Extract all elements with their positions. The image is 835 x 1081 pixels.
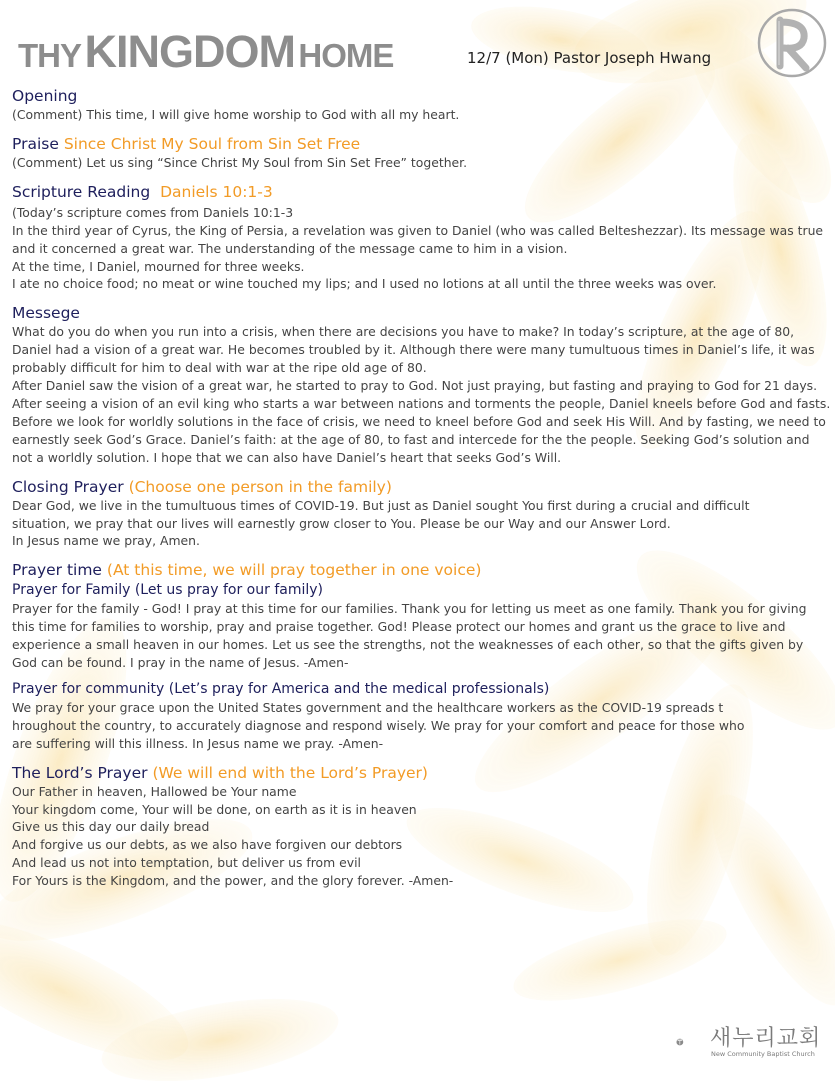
section-closing-prayer	[12, 477, 827, 551]
lords-prayer-line: For Yours is the Kingdom, and the power, and the glory forever. -Amen-	[12, 873, 454, 889]
message-line: Before we look for worldly solutions in the face of crisis, we need to kneel before God and seek His Will. And by fasting, we need to	[12, 413, 826, 429]
title-kingdom: KINGDOM	[84, 26, 295, 77]
prayer-time-heading: Prayer time (At this time, we will pray together in one voice)	[12, 561, 482, 580]
date-pastor: 12/7 (Mon) Pastor Joseph Hwang	[467, 49, 712, 67]
opening-heading: Opening	[12, 87, 78, 105]
prayer-family-heading: Prayer for Family (Let us pray for our family)	[12, 582, 323, 599]
prayer-family-line: experience a small heaven in our homes. Let us see the strengths, not the weaknesses of each other, so that the gifts given by	[12, 637, 804, 653]
closing-line: Dear God, we live in the tumultuous times of COVID-19. But just as Daniel sought You first during a crucial and difficult	[12, 497, 750, 513]
prayer-community-line: hroughout the country, to accurately diagnose and respond wisely. We pray for your comfort and peace for those who	[12, 717, 745, 733]
lords-prayer-line: Give us this day our daily bread	[12, 819, 210, 835]
section-scripture	[12, 182, 827, 294]
message-line: What do you do when you run into a crisis, when there are decisions you have to make? In today’s scripture, at the age of 80,	[12, 324, 795, 340]
prayer-community-line: We pray for your grace upon the United States government and the healthcare workers as the COVID-19 spreads t	[12, 699, 724, 715]
message-line: probably difficult for him to deal with war at the ripe old age of 80.	[12, 360, 427, 376]
closing-heading: Closing Prayer (Choose one person in the family)	[12, 477, 392, 496]
lords-prayer-line: And lead us not into temptation, but deliver us from evil	[12, 855, 361, 871]
title-home: HOME	[298, 37, 394, 74]
lords-prayer-line: And forgive us our debts, as we also have forgiven our debtors	[12, 837, 403, 853]
scripture-heading: Scripture Reading Daniels 10:1-3	[12, 182, 273, 201]
closing-line: situation, we pray that our lives will earnestly grow closer to You. Please be our Way and our Answer Lord.	[12, 515, 671, 531]
message-line: not a worldly solution. I hope that we can also have Daniel’s heart that seeks God’s Will.	[12, 449, 562, 465]
section-opening	[12, 86, 827, 124]
section-message	[12, 303, 831, 466]
church-name-korean: 새누리교회	[710, 1026, 822, 1051]
title-thy: THY	[18, 37, 81, 74]
church-emblem-icon	[676, 1022, 710, 1062]
praise-heading: Praise Since Christ My Soul from Sin Set Free	[12, 134, 361, 153]
prayer-community-line: are suffering will this illness. In Jesus name we pray. -Amen-	[12, 735, 384, 751]
praise-text: (Comment) Let us sing “Since Christ My Soul from Sin Set Free” together.	[12, 154, 468, 170]
lords-prayer-heading: The Lord’s Prayer (We will end with the Lord’s Prayer)	[12, 763, 428, 782]
closing-line: In Jesus name we pray, Amen.	[12, 533, 200, 549]
opening-text: (Comment) This time, I will give home worship to God with all my heart.	[12, 107, 460, 122]
prayer-community-heading: Prayer for community (Let’s pray for America and the medical professionals)	[12, 680, 550, 697]
section-praise	[12, 134, 827, 172]
church-monogram-icon	[752, 4, 832, 82]
message-heading: Messege	[12, 304, 80, 323]
church-name-english: New Community Baptist Church	[711, 1050, 815, 1058]
message-line: Daniel had a vision of a great war. He becomes troubled by it. Although there were many tumultuous times in Daniel’s life, it was	[12, 342, 815, 358]
message-line: After Daniel saw the vision of a great war, he started to pray to God. Not just praying, but fasting and praying to God for 21 days.	[12, 378, 818, 394]
scripture-line: In the third year of Cyrus, the King of Persia, a revelation was given to Daniel (who was called Belteshezzar). Its message was true	[12, 222, 824, 238]
message-line: After seeing a vision of an evil king who starts a war between nations and torments the people, Daniel kneels before God and fasts.	[12, 395, 831, 411]
scripture-line: I ate no choice food; no meat or wine touched my lips; and I used no lotions at all until the three weeks was over.	[12, 276, 717, 292]
scripture-line: and it concerned a great war. The understanding of the message came to him in a vision.	[12, 240, 568, 256]
scripture-line: At the time, I Daniel, mourned for three weeks.	[12, 258, 305, 274]
section-lords-prayer	[12, 763, 827, 890]
prayer-family-line: this time for families to worship, pray and praise together. God! Please protect our homes and grant us the grace to live and	[12, 619, 786, 635]
page-title	[18, 26, 393, 78]
lords-prayer-line: Your kingdom come, Your will be done, on earth as it is in heaven	[12, 801, 417, 817]
prayer-family-line: Prayer for the family - God! I pray at this time for our families. Thank you for letting us meet as one family. Thank you for giving	[12, 601, 807, 617]
scripture-line: (Today’s scripture comes from Daniels 10:1-3	[12, 204, 294, 220]
message-line: earnestly seek God’s Grace. Daniel’s faith: at the age of 80, to fast and intercede for the the people. Seeking God’s solution and	[12, 431, 810, 447]
prayer-family-line: God can be found. I pray in the name of Jesus. -Amen-	[12, 655, 349, 671]
bulletin-body	[12, 86, 831, 900]
section-prayer-time	[12, 560, 827, 752]
lords-prayer-line: Our Father in heaven, Hallowed be Your name	[12, 783, 297, 799]
